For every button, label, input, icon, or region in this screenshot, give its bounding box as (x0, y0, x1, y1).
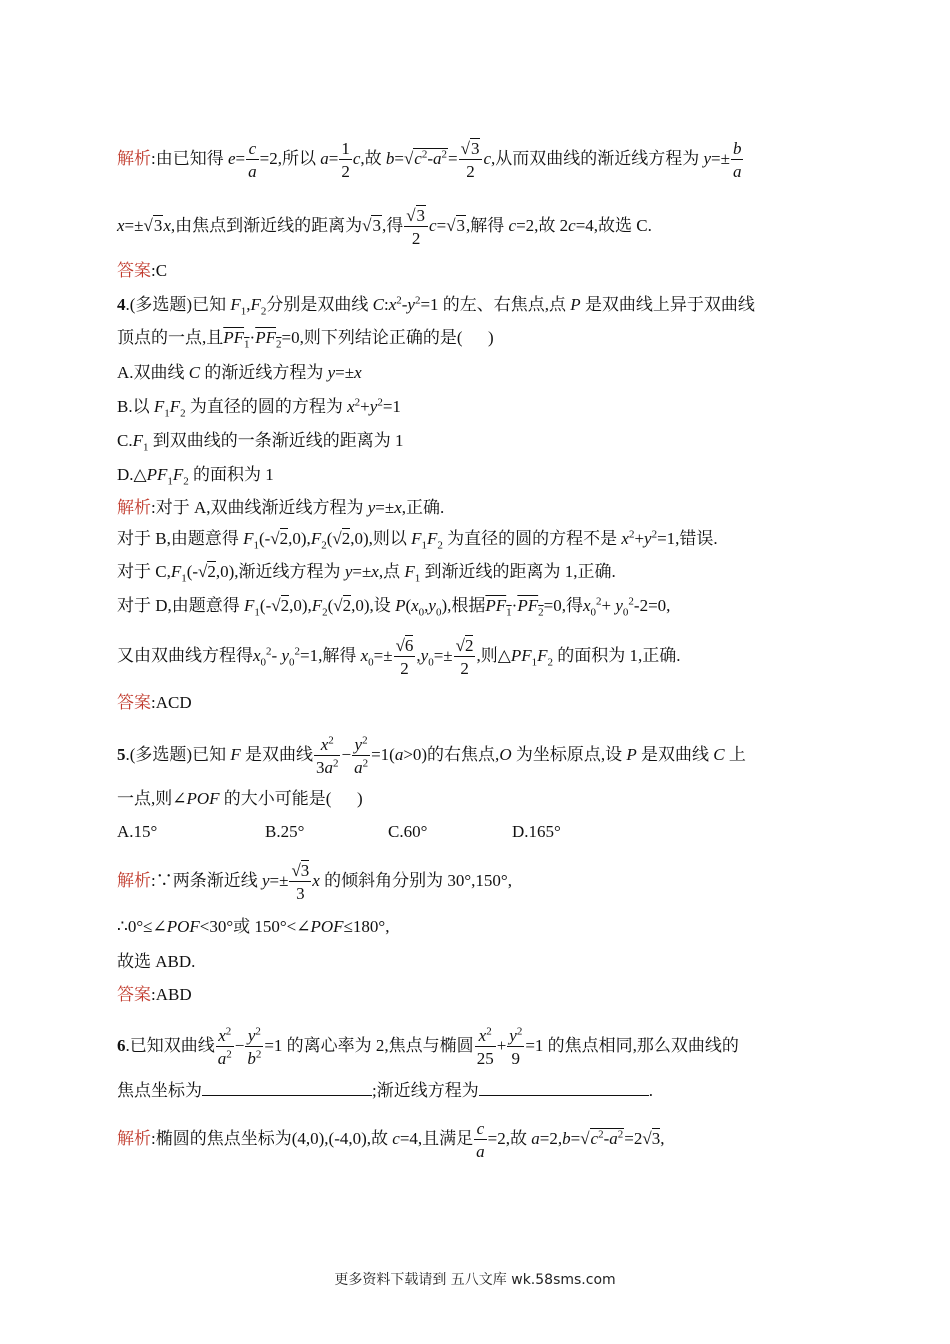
q6-blank-asymptote[interactable] (479, 1079, 649, 1096)
q5-analysis-line3: 故选 ABD. (117, 952, 196, 971)
q4-analysis-line4: 对于 D,由题意得 $F_1(-√2,0),F_2(√2,0)$,设 $P(x_0,y_0)$,根据$PF_1\cdot PF_2=0$,得$x_0^2+ y_0^2-2=0$, (117, 595, 671, 619)
q4-answer (117, 692, 192, 714)
q5-options (117, 821, 561, 843)
q4-option-b: B.以 $F_1F_2$ 为直径的圆的方程为 $x^2+y^2=1$ (117, 396, 401, 420)
q4-option-c: $C.F_1$ 到双曲线的一条渐近线的距离为 1 (117, 431, 404, 454)
q5-option-d: D.165° (512, 822, 561, 841)
q4-option-d: $D.\triangle PF_1F_2$ 的面积为 1 (117, 465, 274, 488)
q5-option-c: C.60° (388, 822, 428, 841)
q3-answer-text: :C (151, 261, 168, 280)
q6-stem-line2: 焦点坐标为 ;渐近线方程为 . (117, 1081, 653, 1100)
q5-stem-line2: 一点,则∠POF 的大小可能是( ) (117, 789, 363, 808)
answer-label: 答案 (117, 261, 151, 280)
q5-answer-text: :ABD (151, 985, 192, 1004)
analysis-label: 解析 (117, 148, 151, 168)
answer-label: 答案 (117, 693, 151, 712)
q4-number: 4 (117, 295, 126, 314)
q4-option-a: A.双曲线 C 的渐近线方程为 y=±x (117, 363, 362, 382)
q4-analysis-line5: 又由双曲线方程得$x_0^2-$ $y_0^2=1$,解得 $x_0=\pm$ $\frac{√6}{2}$ $,y_0=\pm$ $\frac{√2}{2}$ ,则$\triangle PF_1F_2$ 的面积为 1,正确. (117, 636, 681, 678)
q3-analysis-line2: x=±√3x,由焦点到渐近线的距离为√3,得 $\frac{√3}{2}$ c=√3,解得 c=2,故 2c=4,故选 C. (117, 206, 652, 248)
q6-analysis-line1: 解析:椭圆的焦点坐标为(4,0),(-4,0),故 c=4,且满足 $\frac{c}{a}$ =2,故 $a=2,b=√c^2-a^2=2√3$, (117, 1119, 665, 1161)
q5-number: 5 (117, 744, 126, 764)
analysis-label: 解析 (117, 1128, 151, 1148)
q5-answer (117, 984, 192, 1006)
q6-blank-foci[interactable] (202, 1079, 372, 1096)
q6-number: 6 (117, 1035, 126, 1055)
answer-label: 答案 (117, 985, 151, 1004)
q5-analysis-line1: 解析:∵两条渐近线 y=± $\frac{√3}{3}$ x 的倾斜角分别为 30°,150°, (117, 861, 512, 903)
q5-stem-line1: 5.(多选题)已知 F 是双曲线 $\frac{x^2}{3a^2}$ − $\frac{y^2}{a^2}$ =1(a>0)的右焦点,O 为坐标原点,设 P 是双曲线 C 上 (117, 734, 746, 777)
q4-stem-line2: 顶点的一点,且$PF_1\cdot PF_2=0$,则下列结论正确的是( ) (117, 328, 494, 351)
q6-stem-line1: 6.已知双曲线 $\frac{x^2}{a^2}$ − $\frac{y^2}{b^2}$ =1 的离心率为 2,焦点与椭圆 $\frac{x^2}{25}$ + $\frac{y^2}{9}$ =1 的焦点相同,那么双曲线的 (117, 1025, 739, 1068)
q5-option-b: B.25° (265, 822, 305, 841)
q5-analysis-line2: ∴0°≤∠POF<30°或 150°<∠POF≤180°, (117, 917, 390, 936)
q4-analysis-line3: 对于 $C,F_1(-√2,0)$,渐近线方程为 y=±x,点 $F_1$ 到渐近线的距离为 1,正确. (117, 562, 616, 585)
footer-text: 更多资料下载请到 五八文库 wk.58sms.com (334, 1272, 616, 1288)
q4-stem-line1: 4.(多选题)已知 $F_1,F_2$分别是双曲线 $C:x^2-y^2=1$ 的左、右焦点,点 P 是双曲线上异于双曲线 (117, 294, 755, 318)
q3-analysis-line1: 解析:由已知得 e= $\frac{c}{a}$ =2,所以 a= $\frac{1}{2}$ c,故 $b=√c^2-a^2=$ $\frac{√3}{2}$ c,从而双曲线的渐近线方程为 y=± $\frac{b}{a}$ (117, 139, 742, 181)
analysis-label: 解析 (117, 870, 151, 890)
analysis-label: 解析 (117, 498, 151, 517)
q3-answer (117, 260, 167, 282)
q5-option-a: A.15° (117, 822, 158, 841)
q4-analysis-line1: 解析:对于 A,双曲线渐近线方程为 y=±x,正确. (117, 498, 445, 517)
q4-analysis-line2: 对于 B,由题意得 $F_1(-√2,0),F_2(√2,0)$,则以 $F_1F_2$ 为直径的圆的方程不是 $x^2+y^2=1$,错误. (117, 528, 718, 552)
q4-answer-text: :ACD (151, 693, 192, 712)
